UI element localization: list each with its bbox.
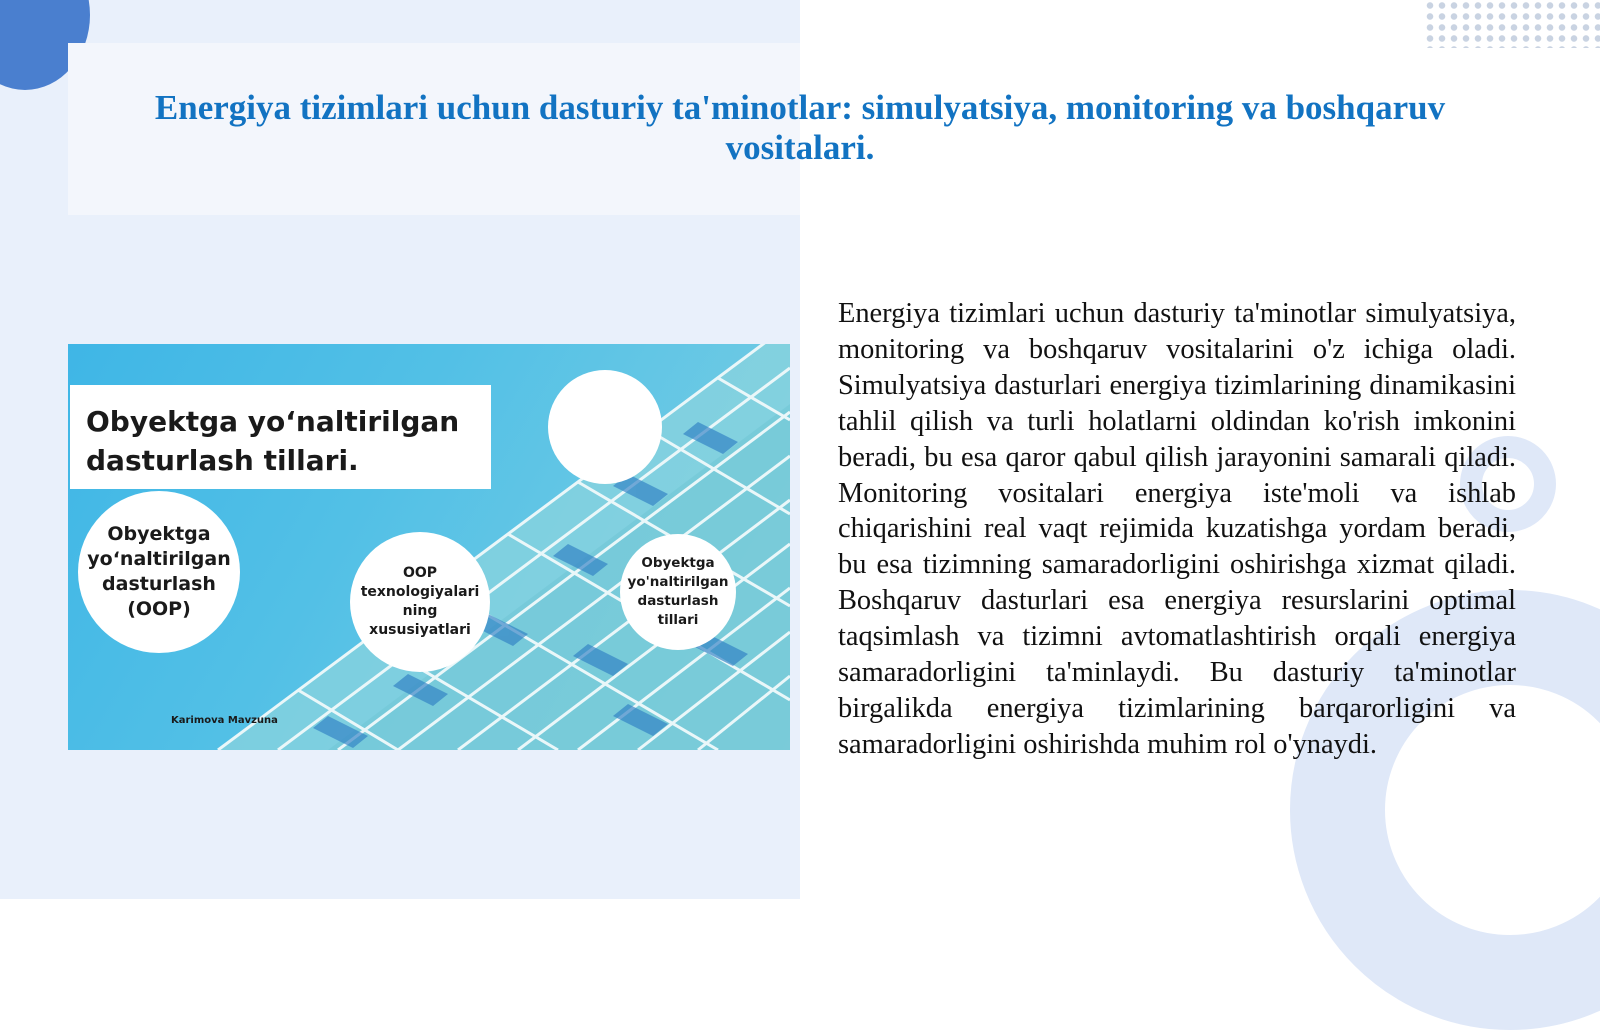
dot-pattern-decoration — [1424, 0, 1600, 48]
embedded-slide-image — [68, 344, 790, 750]
body-paragraph: Energiya tizimlari uchun dasturiy ta'minotlar simulyatsiya, monitoring va boshqaruv vositalarini o'z ichiga oladi. Simulyatsiya dasturlari energiya tizimlarining dinamikasini tahlil qilish va turli holatlarni oldindan ko'rish imkonini beradi, bu esa qaror qabul qilish jarayonini samarali qiladi. Monitoring vositalari energiya iste'moli va ishlab chiqarishini real vaqt rejimida kuzatishga yordam beradi, bu esa tizimning samaradorligini oshirishga xizmat qiladi. Boshqaruv dasturlari esa energiya resurslarini optimal taqsimlash va tizimni avtomatlashtirish orqali energiya samaradorligini ta'minlaydi. Bu dasturiy ta'minotlar birgalikda energiya tizimlarining barqarorligini va samaradorligini oshirishda muhim rol o'ynaydi. — [838, 298, 1516, 760]
slide-title: Energiya tizimlari uchun dasturiy ta'minotlar: simulyatsiya, monitoring va boshqaruv vositalari. — [154, 88, 1446, 167]
slide-author: Karimova Mavzuna — [171, 715, 278, 726]
slide-image-heading: Obyektga yo‘naltirilgan dasturlash tillari. — [86, 405, 460, 477]
bubble-oop-languages: Obyektga yo'naltirilgan dasturlash tillari — [620, 534, 736, 650]
bubble-oop-features: OOP texnologiyalari ning xususiyatlari — [350, 532, 490, 672]
empty-bubble — [548, 370, 662, 484]
bubble-oop: Obyektga yo‘naltirilgan dasturlash (OOP) — [78, 491, 240, 653]
